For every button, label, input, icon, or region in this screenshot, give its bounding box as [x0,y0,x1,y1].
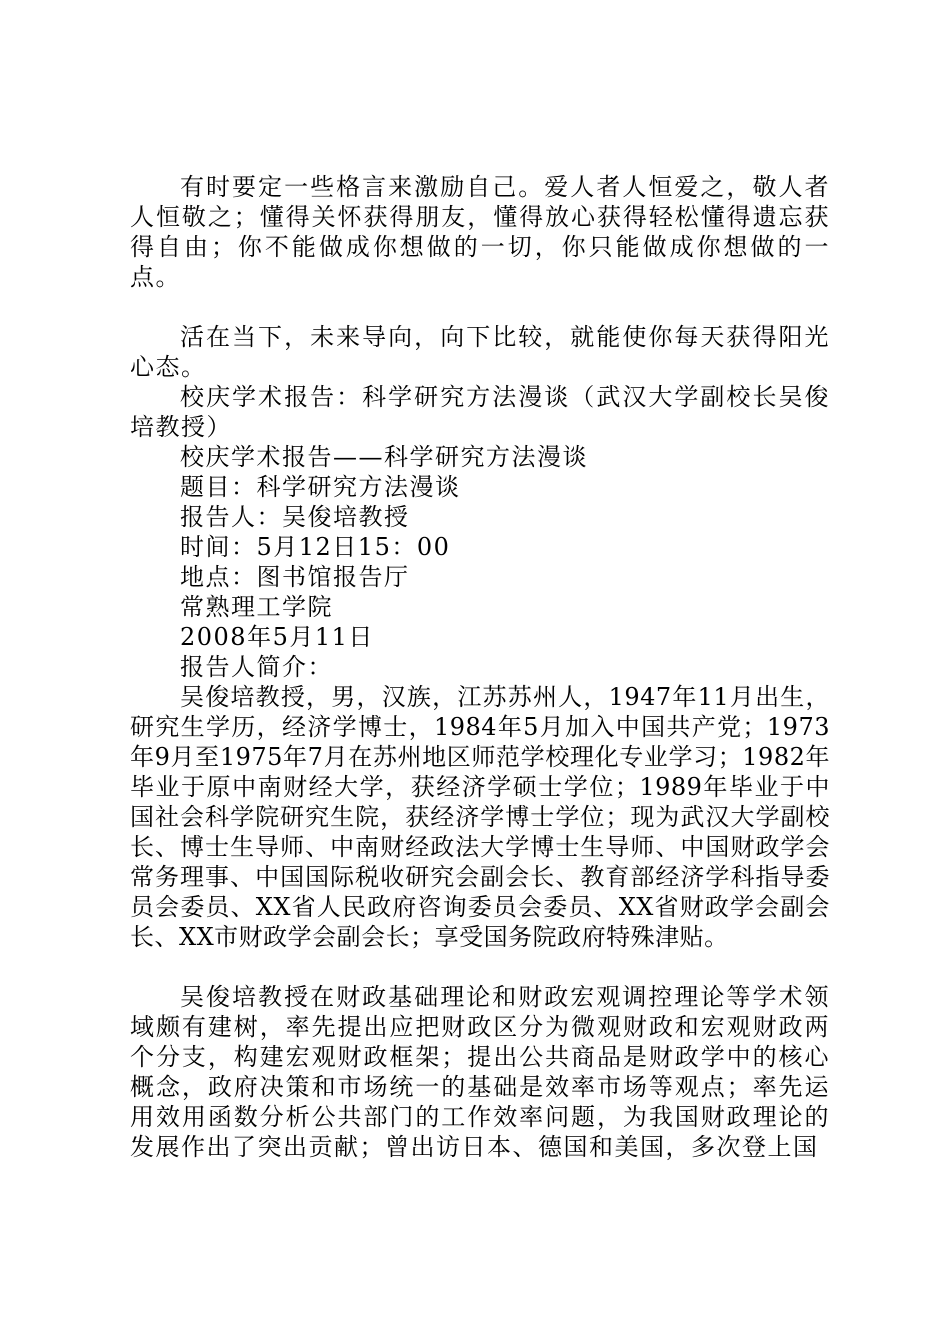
report-location: 地点：图书馆报告厅 [180,563,410,591]
report-heading: 校庆学术报告：科学研究方法漫谈（武汉大学副校长吴俊培教授） [130,383,830,441]
paragraph-present-moment: 活在当下，未来导向，向下比较，就能使你每天获得阳光心态。 [130,323,830,381]
paragraph-gap [130,952,830,982]
speaker-biography: 吴俊培教授，男，汉族，江苏苏州人，1947年11月出生，研究生学历，经济学博士，1984年5月加入中国共产党；1973年9月至1975年7月在苏州地区师范学校理化专业学习；1982年毕业于原中南财经大学，获经济学硕士学位；1989年毕业于中国社会科学院研究生院，获经济学博士学位；现为武汉大学副校长、博士生导师、中南财经政法大学博士生导师、中国财政学会常务理事、中国国际税收研究会副会长、教育部经济学科指导委员会委员、XX省人民政府咨询委员会委员、XX省财政学会副会长、XX市财政学会副会长；享受国务院政府特殊津贴。 [130,683,830,951]
report-title: 校庆学术报告——科学研究方法漫谈 [180,443,588,471]
report-speaker: 报告人：吴俊培教授 [180,503,410,531]
report-time: 时间：5月12日15：00 [180,533,451,561]
report-organizer: 常熟理工学院 [180,593,333,621]
paragraph-motto: 有时要定一些格言来激励自己。爱人者人恒爱之，敬人者人恒敬之；懂得关怀获得朋友，懂得放心获得轻松懂得遗忘获得自由；你不能做成你想做的一切，你只能做成你想做的一点。 [130,173,830,291]
speaker-intro-label: 报告人简介： [180,653,333,681]
report-date: 2008年5月11日 [180,623,374,651]
paragraph-gap [130,292,830,322]
report-topic: 题目：科学研究方法漫谈 [180,473,461,501]
document-page [130,172,830,1162]
speaker-achievements: 吴俊培教授在财政基础理论和财政宏观调控理论等学术领域颇有建树，率先提出应把财政区分为微观财政和宏观财政两个分支，构建宏观财政框架；提出公共商品是财政学中的核心概念，政府决策和市场统一的基础是效率市场等观点；率先运用效用函数分析公共部门的工作效率问题，为我国财政理论的发展作出了突出贡献；曾出访日本、德国和美国，多次登上国 [130,983,830,1161]
